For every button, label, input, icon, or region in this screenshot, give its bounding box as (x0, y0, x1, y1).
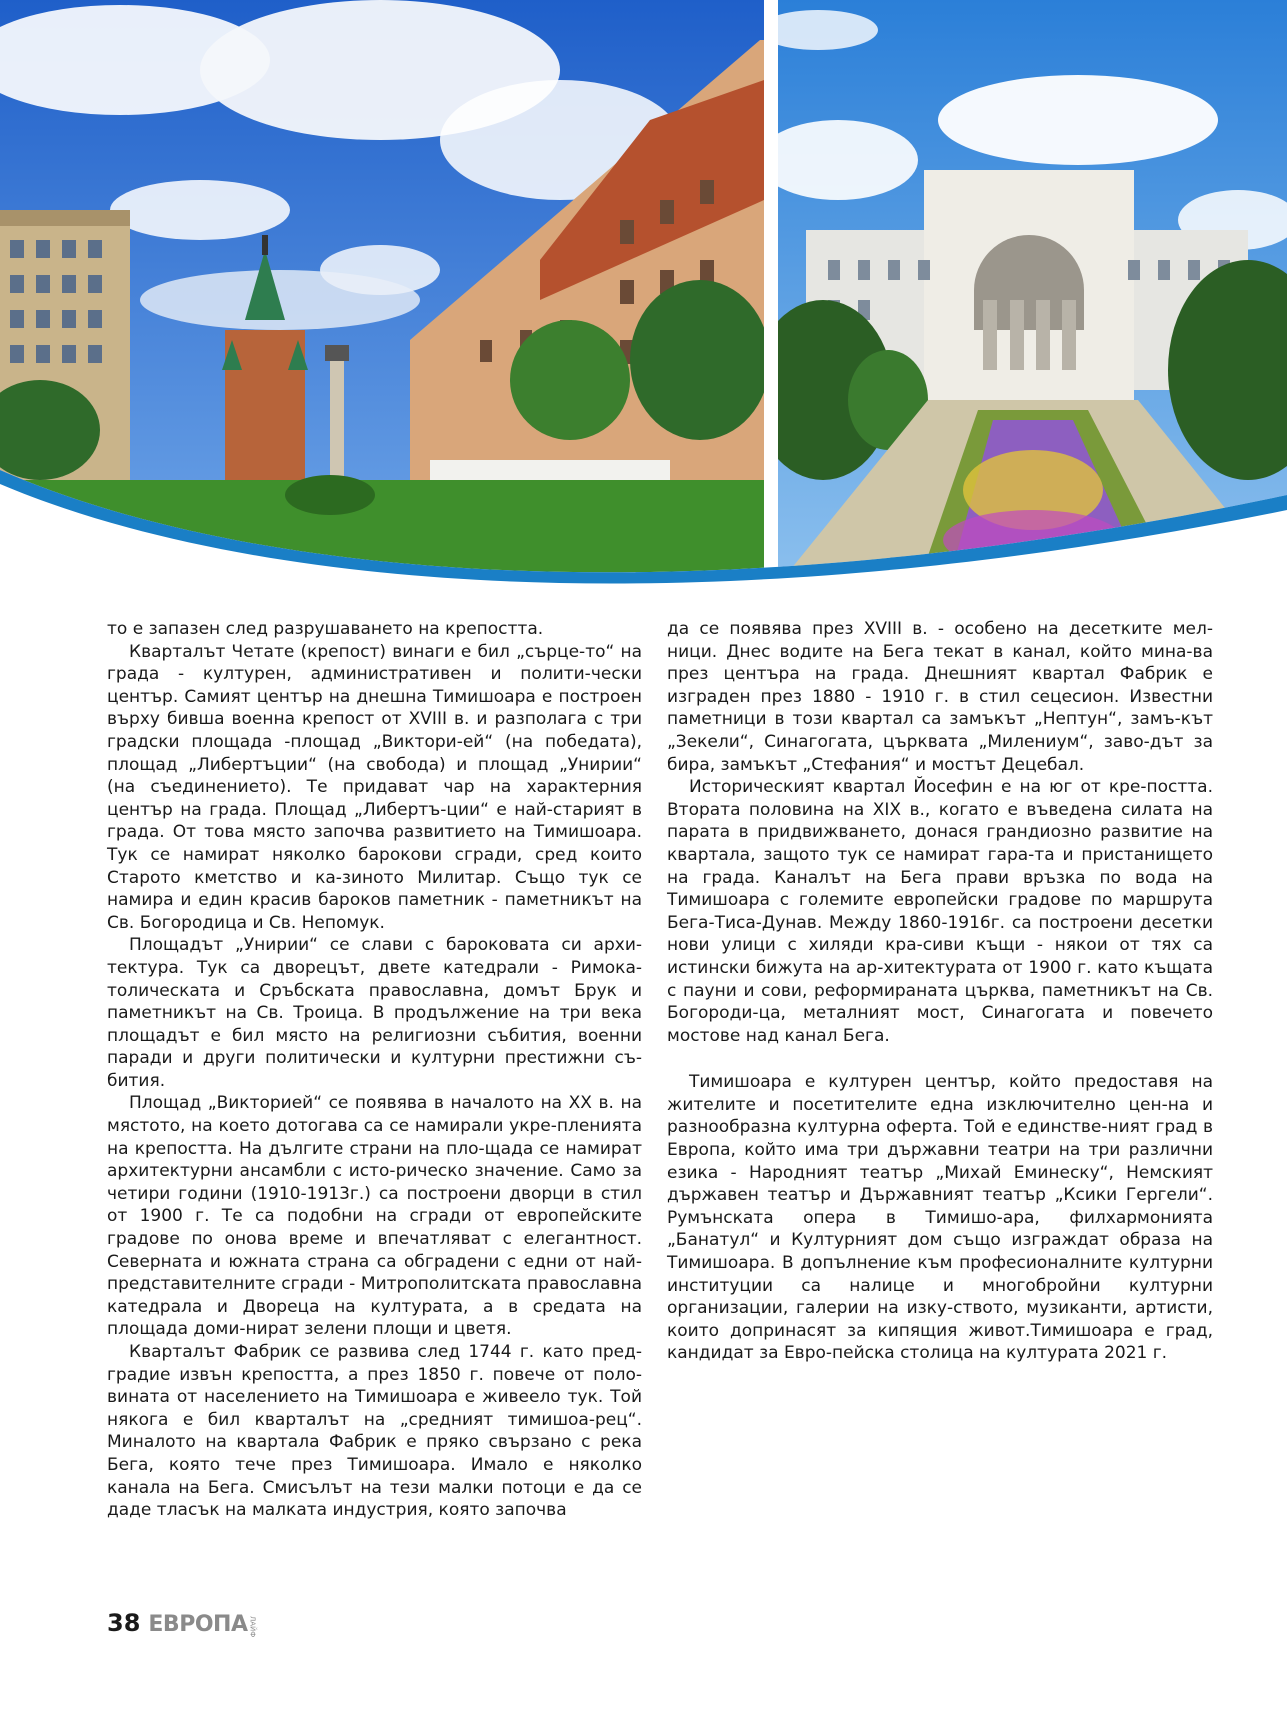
paragraph-spacer (667, 1047, 1213, 1071)
paragraph: Площад „Викторией“ се появява в началото на XX в. на мястото, на което дотогава са се намирали укре-пленията на крепостта. На дългите страни на пло-щада се намират архитектурни ансамбли с исто-рическо значение. Само за четири години (1910-1913г.) са построени дворци в стил от 1900 г. Те са подобни на сгради от европейските градове по онова време и впечатляват с елегантност. Северната и южната страна са обградени с едни от най-представителните сгради - Митрополитската православна катедрала и Двореца на културата, а в средата на площада доми-нират зелени площи и цветя. (107, 1093, 642, 1340)
blue-wave-divider (0, 470, 1287, 610)
text-column-left (107, 618, 642, 1522)
magazine-logo: ЕВРОПА (148, 1612, 248, 1637)
text-column-right (667, 618, 1213, 1365)
paragraph: да се появява през XVIII в. - особено на десетките мел-ници. Днес водите на Бега текат в канал, който мина-ва през центъра на града. Днешният квартал Фабрик е изграден през 1880 - 1910 г. в стил сецесион. Известни паметници в този квартал са замъкът „Нептун“, замъ-кът „Зекели“, Синагогата, църквата „Милениум“, заво-дът за бира, замъкът „Стефания“ и мостът Децебал. (667, 619, 1213, 775)
paragraph: Тимишоара е културен център, който предоставя на жителите и посетителите една изключително цен-на и разнообразна културна оферта. Той е единстве-ният град в Европа, който има три държавни театри на три различни езика - Народният театър „Михай Еминеску“, Немският държавен театър и Държавният театър „Ксики Гергели“. Румънската опера в Тимишо-ара, филхармонията „Банатул“ и Културният дом също изграждат образа на Тимишоара. В допълнение към професионалните културни институции са налице и многобройни културни организации, галерии на изку-ството, музиканти, артисти, които допринасят за кипящия живот.Тимишоара е град, кандидат за Евро-пейска столица на културата 2021 г. (667, 1072, 1213, 1364)
paragraph: Площадът „Унирии“ се слави с бароковата си архи-тектура. Тук са дворецът, двете катедрали - Римока-толическата и Сръбската православна, домът Брук и паметникът на Св. Троица. В продължение на три века площадът е бил място на религиозни събития, военни паради и други политически и културни престижни съ-бития. (107, 935, 642, 1091)
paragraph: то е запазен след разрушаването на крепостта. (107, 619, 544, 639)
magazine-logo-sub: ЛАЙФ (248, 1615, 257, 1637)
page-footer (107, 1609, 256, 1637)
paragraph: Историческият квартал Йосефин е на юг от кре-постта. Втората половина на XIX в., когато е въведена силата на парата в придвижването, донася грандиозно развитие на квартала, защото тук се намират гара-та и пристанището на града. Каналът на Бега прави връзка по вода на Тимишоара с големите европейски градове по маршрута Бега-Тиса-Дунав. Между 1860-1916г. са построени десетки нови улици с хиляди кра-сиви къщи - някои от тях са истински бижута на ар-хитектурата от 1900 г. като къщата с пауни и сови, реформираната църква, паметникът на Св. Богороди-ца, металният мост, Синагогата и повечето мостове над канал Бега. (667, 777, 1213, 1046)
page-number: 38 (107, 1609, 141, 1637)
paragraph: Кварталът Четате (крепост) винаги е бил „сърце-то“ на града - културен, административен и полити-чески център. Самият център на днешна Тимишоара е построен върху бивша военна крепост от XVIII в. и разполага с три градски площада -площад „Виктори-ей“ (на победата), площад „Либертъции“ (на свобода) и площад „Унирии“ (на съединението). Те придават чар на характерния център на града. Площад „Либертъ-ции“ е най-старият в града. От това място започва развитието на Тимишоара. Тук се намират няколко барокови сгради, сред които Старото кметство и ка-зиното Милитар. Също тук се намира и един красив бароков паметник - паметникът на Св. Богородица и Св. Непомук. (107, 641, 642, 933)
paragraph: Кварталът Фабрик се развива след 1744 г. като пред-градие извън крепостта, а през 1850 г. повече от поло-вината от населението на Тимишоара е живеело тук. Той някога е бил кварталът на „средният тимишоа-рец“. Миналото на квартала Фабрик е пряко свързано с река Бега, която тече през Тимишоара. Имало е няколко канала на Бега. Смисълът на тези малки потоци е да се даде тласък на малката индустрия, която започва (107, 1342, 642, 1521)
photo-strip (0, 0, 1287, 604)
